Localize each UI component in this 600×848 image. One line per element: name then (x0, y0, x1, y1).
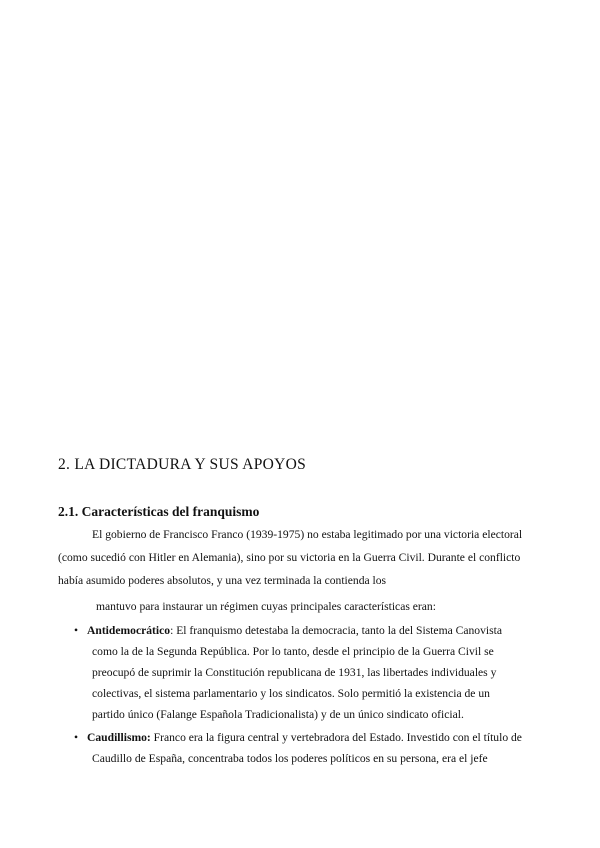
section-heading: 2. LA DICTADURA Y SUS APOYOS (58, 456, 307, 473)
paragraph-line: había asumido poderes absolutos, y una vez terminada la contienda los (58, 574, 387, 587)
bullet-marker: • (74, 731, 79, 744)
bullet-term: Caudillismo: (87, 731, 151, 744)
paragraph-line: El gobierno de Francisco Franco (1939-1975) no estaba legitimado por una victoria electoral (92, 528, 523, 541)
bullet-line: Caudillo de España, concentraba todos los poderes políticos en su persona, era el jefe (92, 752, 488, 765)
bullet-line: preocupó de suprimir la Constitución republicana de 1931, las libertades individuales y (92, 666, 497, 679)
bullet-text: Franco era la figura central y vertebradora del Estado. Investido con el título de (150, 731, 522, 744)
bullet-line: colectivas, el sistema parlamentario y los sindicatos. Solo permitió la existencia de un (92, 687, 490, 700)
bullet-line: como la de la Segunda República. Por lo tanto, desde el principio de la Guerra Civil se (92, 645, 494, 658)
bullet-text: : El franquismo detestaba la democracia, tanto la del Sistema Canovista (170, 624, 503, 637)
paragraph-line: (como sucedió con Hitler en Alemania), sino por su victoria en la Guerra Civil. Durante el conflicto (58, 551, 521, 564)
bullet-first-line (87, 624, 543, 638)
subsection-heading: 2.1. Características del franquismo (58, 504, 260, 519)
bullet-term: Antidemocrático (87, 624, 171, 637)
bullet-first-line (87, 731, 522, 745)
bullet-marker: • (74, 624, 79, 637)
bullet-line: partido único (Falange Española Tradicionalista) y de un único sindicato oficial. (92, 708, 464, 721)
paragraph-line: mantuvo para instaurar un régimen cuyas principales características eran: (96, 600, 436, 613)
